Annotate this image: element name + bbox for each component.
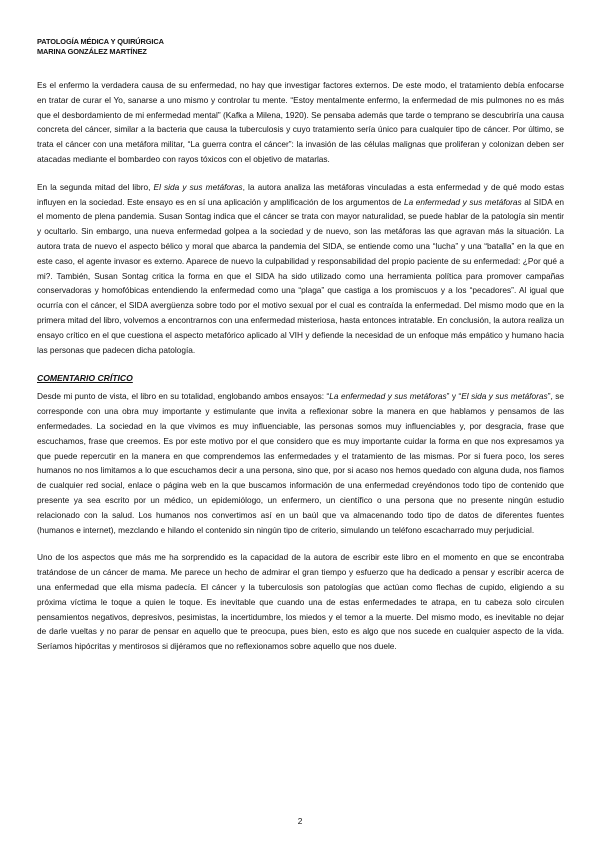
header-course-title: PATOLOGÍA MÉDICA Y QUIRÚRGICA xyxy=(37,37,164,46)
paragraph-2-text-b: , la autora analiza las metáforas vinculadas a esta enfermedad y de qué modo estas influyen en la sociedad. Este ensayo es en sí una aplicación y amplificación de los argumentos de xyxy=(37,181,564,207)
section-heading: COMENTARIO CRÍTICO xyxy=(37,373,133,384)
paragraph-2-text-a: En la segunda mitad del libro, xyxy=(37,181,154,192)
paragraph-1: Es el enfermo la verdadera causa de su enfermedad, no hay que investigar factores externos. De este modo, el tratamiento debía enfocarse en tratar de curar el Yo, sanarse a uno mismo y controlar tu mente. “Estoy mentalmente enfermo, la enfermedad de mis pulmones no es más que el desbordamiento de mi enfermedad mental” (Kafka a Milena, 1920). Se pensaba además que tarde o temprano se descubriría una causa concreta del cáncer, similar a la bacteria que causa la tuberculosis y cuyo tratamiento sería único para cualquier tipo de cáncer. Por último, se trata el cáncer con una metáfora militar, “La guerra contra el cáncer”: la invasión de las células malignas que proliferan y colonizan deben ser atacadas mediante el bombardeo con rayos tóxicos con el objetivo de matarlas. xyxy=(37,80,564,164)
book-title-sida: El sida y sus metáforas xyxy=(461,391,548,402)
page-header xyxy=(37,37,164,57)
paragraph-3-text-b: ” y “ xyxy=(446,391,462,402)
page-number: 2 xyxy=(297,816,303,826)
paragraph-2-text-c: al SIDA en el momento de plena pandemia. Susan Sontag indica que el cáncer se trata con mayor naturalidad, se puede hablar de la patología sin mentir y ocultarlo. Sin embargo, una nueva enfermedad golpea a la sociedad y de nuevo, son las metáforas las que agravan más la situación. La autora trata de nuevo el aspecto bélico y moral que abarca la pandemia del SIDA, se entiende como una “lucha” y una “batalla” en la que en este caso, el agente invasor es externo. Aparece de nuevo la culpabilidad y responsabilidad del propio paciente de su enfermedad: ¿Por qué a mi?. También, Susan Sontag critica la forma en que el SIDA ha sido utilizado como una herramienta política para promover campañas conservadoras y homofóbicas entendiendo la enfermedad como una “plaga” que castiga a los promiscuos y a los “pecadores”. Al igual que ocurría con el cáncer, el SIDA avergüenza sobre todo por el motivo sexual por el cual es contraída la enfermedad. Del mismo modo que en la primera mitad del libro, volvemos a encontrarnos con una enfermedad misteriosa, hasta entonces intratable. En conclusión, la autora realiza un ensayo crítico en el que cuestiona el aspecto metafórico aplicado al VIH y defiende la necesidad de un enfoque más empático y humano hacia las personas que padecen dicha patología. xyxy=(37,196,564,355)
paragraph-3 xyxy=(37,389,564,537)
book-title-enfermedad: La enfermedad y sus metáforas xyxy=(329,391,447,402)
paragraph-3-text-c: ”, se corresponde con una obra muy importante y estimulante que invita a reflexionar sobre la manera en que hablamos y pensamos de las enfermedades. La sociedad en la que vivimos es muy influenciable, las personas somos muy influenciables y, por desgracia, frase que escuchamos, frase que creemos. Es por este motivo por el que considero que es muy importante cuidar la forma en que nos expresamos ya que puede repercutir en la manera en que comprendemos las enfermedades y el tratamiento de las mismas. Por si fuera poco, los seres humanos no nos limitamos a lo que escuchamos decir a una persona, sino que, por si acaso nos hemos quedado con alguna duda, nos fiamos de cualquier red social, enlace o página web en la que buscamos información de una enfermedad creyéndonos todo tipo de contenido que presente ya sea escrito por un médico, un epidemiólogo, un enfermero, un científico o una persona que no presente ningún estudio relacionado con la salud. Los humanos nos convertimos así en un baúl que va almacenando todo tipo de datos de diferentes fuentes (humanos e internet), mezclando e hilando el contenido sin ningún tipo de criterio, simulando un teléfono escacharrado muy perjudicial. xyxy=(37,391,564,535)
header-author-name: MARINA GONZÁLEZ MARTÍNEZ xyxy=(37,47,147,56)
paragraph-4: Uno de los aspectos que más me ha sorprendido es la capacidad de la autora de escribir este libro en el momento en que se encontraba tratándose de un cáncer de mama. Me parece un hecho de admirar el gran tiempo y esfuerzo que ha dedicado a pensar y escribir acerca de una enfermedad que ella misma padecía. El cáncer y la tuberculosis son patologías que actúan como flechas de cupido, eligiendo a su próxima víctima le toque a quien le toque. Es inevitable que cuando una de estas enfermedades te atrapa, en tu cabeza solo circulen pensamientos negativos, depresivos, pesimistas, la incertidumbre, los miedos y el temor a la muerte. Del mismo modo, es inevitable no dejar de darle vueltas y no parar de pensar en aquello que te preocupa, pues bien, esto es algo que nos sucede en cualquier aspecto de la vida. Seríamos hipócritas y mentirosos si dijéramos que no reflexionamos sobre aquello que nos duele. xyxy=(37,552,564,652)
paragraph-2 xyxy=(37,180,564,358)
paragraph-3-text-a: Desde mi punto de vista, el libro en su totalidad, englobando ambos ensayos: “ xyxy=(37,391,330,402)
book-title-enfermedad: La enfermedad y sus metáforas xyxy=(403,196,522,207)
document-body xyxy=(37,78,564,654)
book-title-sida: El sida y sus metáforas xyxy=(153,181,243,192)
